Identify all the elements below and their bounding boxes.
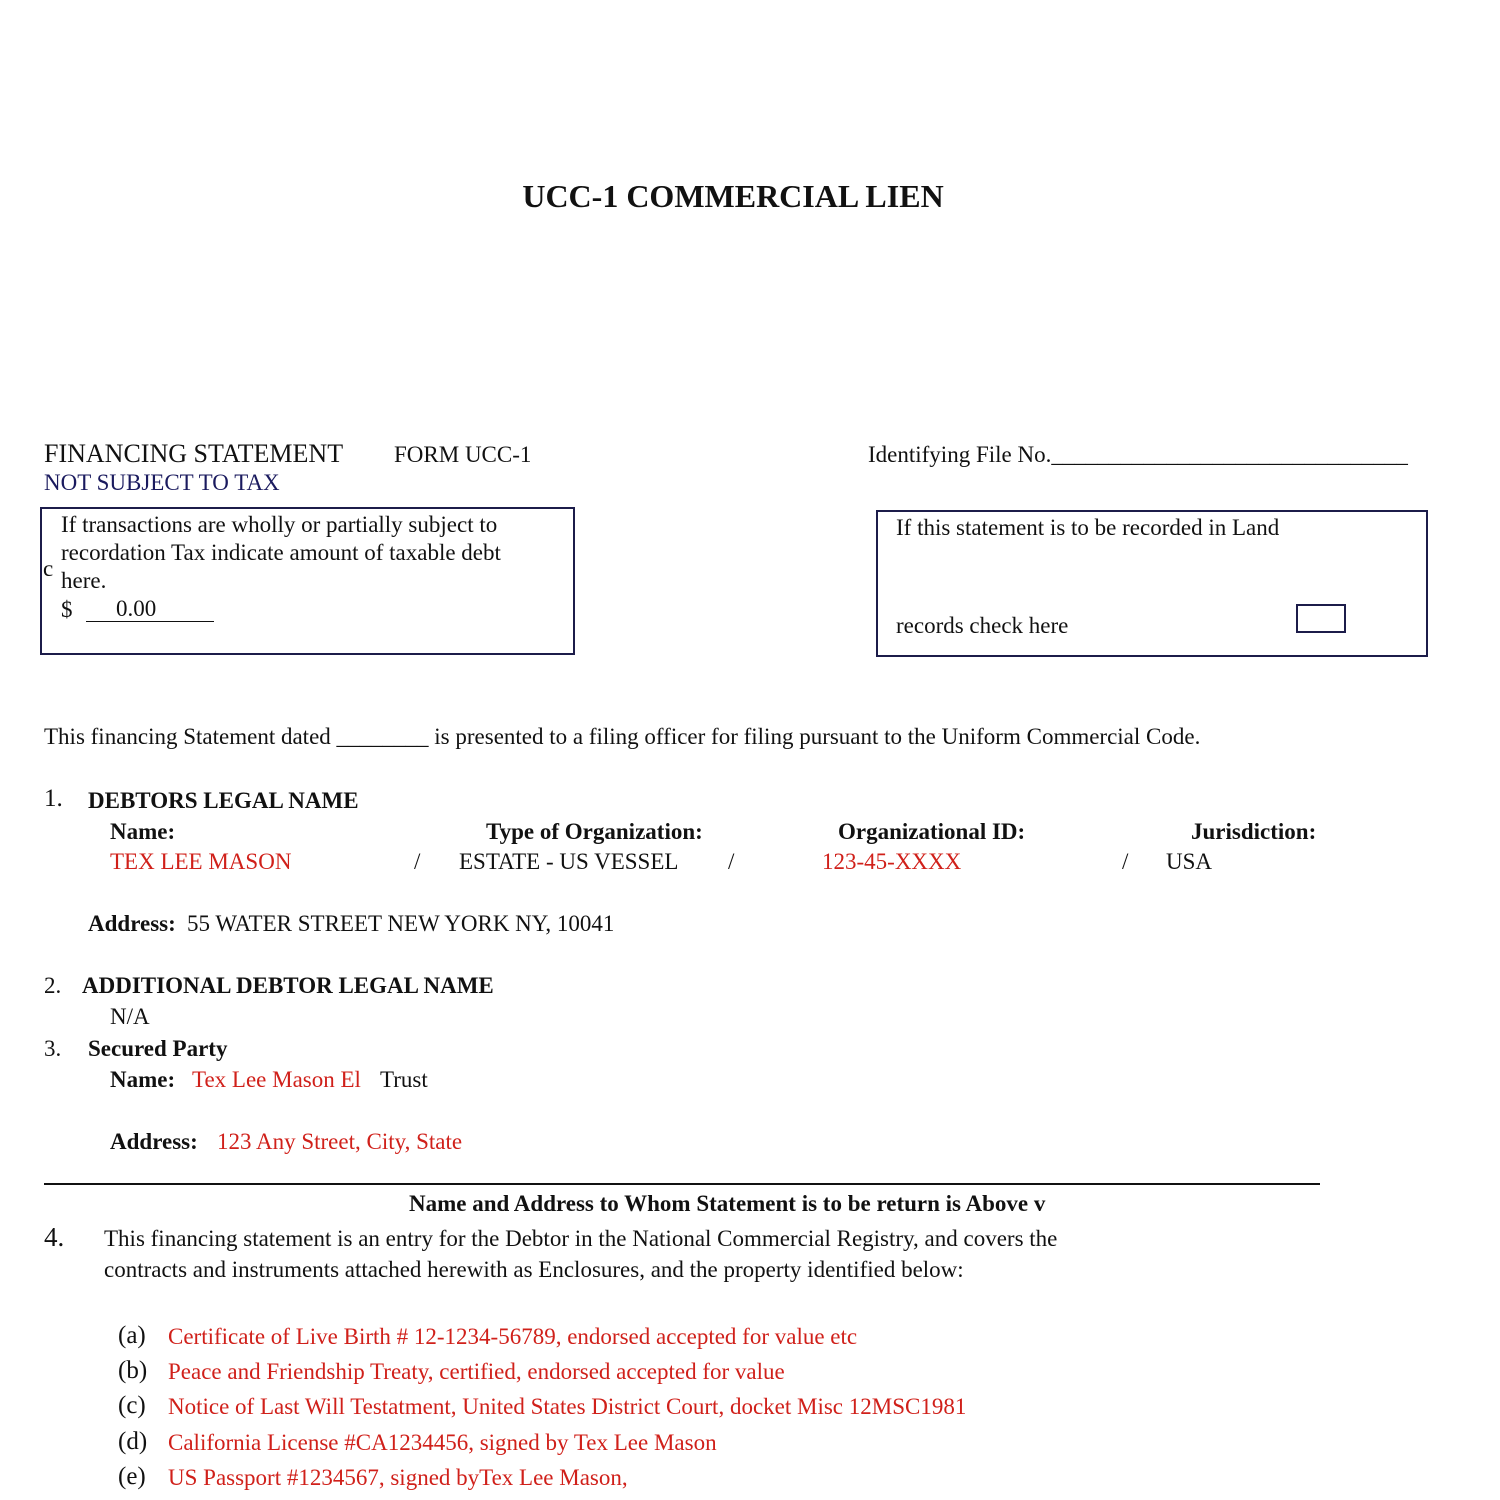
debtor-separator-2: / [728,849,735,874]
item-label: (e) [118,1463,146,1490]
return-note: Name and Address to Whom Statement is to be return is Above v [409,1191,1046,1216]
section-2-number: 2. [44,973,62,998]
item-label: (d) [118,1428,148,1455]
form-label: FORM UCC-1 [394,442,532,467]
item-text: US Passport #1234567, signed byTex Lee Mason, [168,1465,628,1490]
tax-box-line-3: here. [61,568,107,593]
land-records-checkbox[interactable] [1296,604,1346,633]
item-label: (c) [118,1392,146,1419]
additional-debtor-value: N/A [110,1004,150,1029]
section-4-line-1: This financing statement is an entry for the Debtor in the National Commercial Registry, and covers the [104,1226,1058,1251]
item-text: Notice of Last Will Testatment, United States District Court, docket Misc 12MSC1981 [168,1394,967,1419]
page-title: UCC-1 COMMERCIAL LIEN [522,178,944,214]
debtor-separator-1: / [414,849,421,874]
debtor-name-value: TEX LEE MASON [110,849,292,874]
debtor-jurisdiction-value: USA [1166,849,1213,874]
section-4-number: 4. [44,1222,65,1252]
debtor-org-id-value: 123-45-XXXX [822,849,962,874]
debtor-separator-3: / [1122,849,1129,874]
additional-debtor-heading: ADDITIONAL DEBTOR LEGAL NAME [82,973,494,998]
item-label: (a) [118,1322,146,1349]
debtor-heading: DEBTORS LEGAL NAME [88,788,359,813]
secured-party-name-value: Tex Lee Mason El [192,1067,361,1092]
section-divider [44,1183,1320,1185]
financing-statement-label: FINANCING STATEMENT [44,439,344,468]
debtor-type-value: ESTATE - US VESSEL [459,849,679,874]
land-box-line-1: If this statement is to be recorded in Land [896,515,1280,540]
identifying-file-label: Identifying File No._______________________________ [868,442,1408,467]
item-text: California License #CA1234456, signed by Tex Lee Mason [168,1430,717,1455]
taxable-debt-amount: 0.00 [86,597,214,622]
land-box-line-2: records check here [896,613,1069,638]
debtor-address-label: Address: [88,911,176,936]
tax-box-line-1: If transactions are wholly or partially subject to [61,512,498,537]
debtor-type-column: Type of Organization: [486,819,703,844]
secured-party-name-label: Name: [110,1067,176,1092]
tax-dollar-sign: $ [61,597,73,622]
intro-sentence: This financing Statement dated ________ is presented to a filing officer for filing pursuant to the Uniform Commercial Code. [44,724,1201,749]
debtor-org-id-column: Organizational ID: [838,819,1026,844]
item-label: (b) [118,1357,148,1384]
section-3-number: 3. [44,1036,62,1061]
tax-box-marker: c [43,556,54,581]
tax-box-line-2: recordation Tax indicate amount of taxable debt [61,540,501,565]
item-text: Peace and Friendship Treaty, certified, endorsed accepted for value [168,1359,785,1384]
section-4-line-2: contracts and instruments attached herewith as Enclosures, and the property identified below: [104,1257,964,1282]
debtor-name-column: Name: [110,819,176,844]
section-1-number: 1. [44,785,63,812]
secured-party-address-label: Address: [110,1129,198,1154]
item-text: Certificate of Live Birth # 12-1234-56789, endorsed accepted for value etc [168,1324,858,1349]
secured-party-heading: Secured Party [88,1036,228,1061]
secured-party-address-value: 123 Any Street, City, State [217,1129,463,1154]
secured-party-name-suffix: Trust [380,1067,428,1092]
debtor-address-value: 55 WATER STREET NEW YORK NY, 10041 [187,911,615,936]
debtor-jurisdiction-column: Jurisdiction: [1191,819,1317,844]
not-subject-to-tax-label: NOT SUBJECT TO TAX [44,470,280,495]
